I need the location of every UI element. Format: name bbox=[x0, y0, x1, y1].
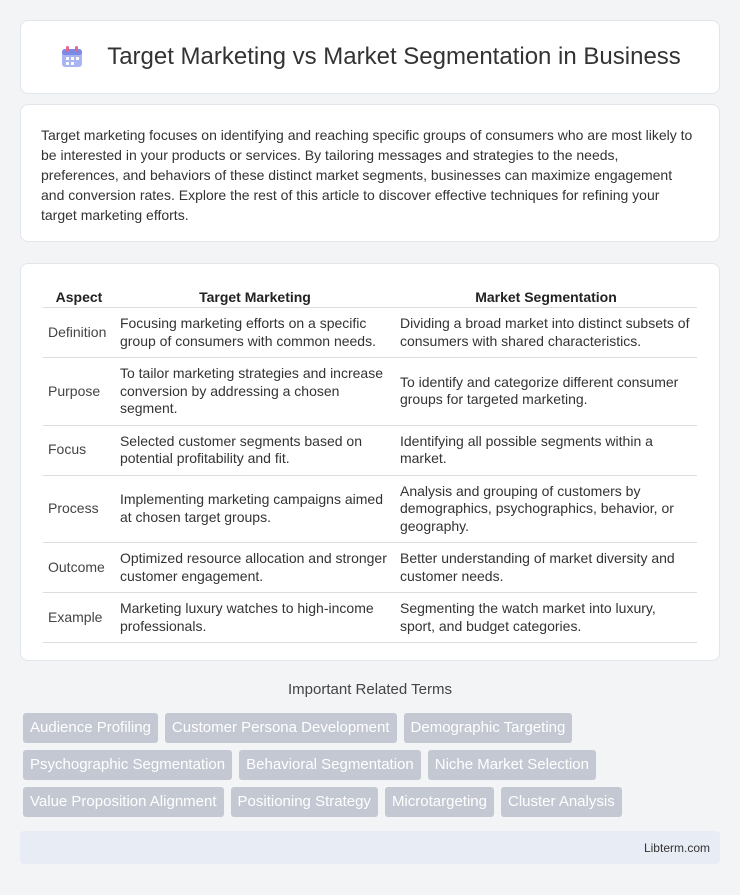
tag-microtargeting[interactable]: Microtargeting bbox=[385, 787, 494, 817]
tag-row bbox=[23, 713, 723, 743]
tag-audience-profiling[interactable]: Audience Profiling bbox=[23, 713, 158, 743]
aspect-cell: Example bbox=[43, 593, 115, 643]
table-row bbox=[43, 308, 697, 358]
table-row bbox=[43, 426, 697, 476]
market-segmentation-cell: Segmenting the watch market into luxury, sport, and budget categories. bbox=[395, 593, 697, 643]
tag-behavioral-segmentation[interactable]: Behavioral Segmentation bbox=[239, 750, 421, 780]
target-marketing-cell: Optimized resource allocation and stronger customer engagement. bbox=[115, 543, 395, 593]
tag-customer-persona-development[interactable]: Customer Persona Development bbox=[165, 713, 397, 743]
intro-card bbox=[20, 104, 720, 242]
calendar-icon bbox=[59, 44, 85, 70]
aspect-cell: Definition bbox=[43, 308, 115, 358]
tag-value-proposition-alignment[interactable]: Value Proposition Alignment bbox=[23, 787, 224, 817]
header-aspect: Aspect bbox=[43, 284, 115, 308]
target-marketing-cell: Implementing marketing campaigns aimed at chosen target groups. bbox=[115, 476, 395, 544]
tag-psychographic-segmentation[interactable]: Psychographic Segmentation bbox=[23, 750, 232, 780]
tag-niche-market-selection[interactable]: Niche Market Selection bbox=[428, 750, 596, 780]
target-marketing-cell: To tailor marketing strategies and increase conversion by addressing a chosen segment. bbox=[115, 358, 395, 426]
title-card bbox=[20, 20, 720, 94]
footer-site-link[interactable]: Libterm.com bbox=[643, 841, 710, 855]
market-segmentation-cell: To identify and categorize different consumer groups for targeted marketing. bbox=[395, 358, 697, 426]
comparison-table-card bbox=[20, 263, 720, 661]
header-target-marketing: Target Marketing bbox=[115, 284, 395, 308]
market-segmentation-cell: Dividing a broad market into distinct subsets of consumers with shared characteristics. bbox=[395, 308, 697, 358]
table-row bbox=[43, 543, 697, 593]
aspect-cell: Focus bbox=[43, 426, 115, 476]
page-title bbox=[59, 43, 681, 71]
table-header-row bbox=[43, 284, 697, 308]
table-row bbox=[43, 476, 697, 544]
aspect-cell: Purpose bbox=[43, 358, 115, 426]
market-segmentation-cell: Analysis and grouping of customers by demographics, psychographics, behavior, or geography. bbox=[395, 476, 697, 544]
table-row bbox=[43, 358, 697, 426]
target-marketing-cell: Focusing marketing efforts on a specific group of consumers with common needs. bbox=[115, 308, 395, 358]
intro-paragraph: Target marketing focuses on identifying and reaching specific groups of consumers who are most likely to be interested in your products or services. By tailoring messages and strategies to the needs, preferences, and behaviors of these distinct market segments, businesses can maximize engagement and conversion rates. Explore the rest of this article to discover effective techniques for refining your target marketing efforts. bbox=[41, 127, 693, 223]
tag-demographic-targeting[interactable]: Demographic Targeting bbox=[404, 713, 573, 743]
tag-row bbox=[23, 750, 723, 780]
target-marketing-cell: Selected customer segments based on potential profitability and fit. bbox=[115, 426, 395, 476]
target-marketing-cell: Marketing luxury watches to high-income professionals. bbox=[115, 593, 395, 643]
related-terms-list bbox=[23, 713, 723, 824]
aspect-cell: Process bbox=[43, 476, 115, 544]
header-market-segmentation: Market Segmentation bbox=[395, 284, 697, 308]
market-segmentation-cell: Identifying all possible segments within a market. bbox=[395, 426, 697, 476]
table-row bbox=[43, 593, 697, 643]
footer bbox=[20, 831, 720, 864]
aspect-cell: Outcome bbox=[43, 543, 115, 593]
page-title-text: Target Marketing vs Market Segmentation in Business bbox=[107, 43, 681, 70]
comparison-table bbox=[43, 284, 697, 643]
related-terms-heading: Important Related Terms bbox=[288, 681, 452, 698]
tag-row bbox=[23, 787, 723, 817]
tag-cluster-analysis[interactable]: Cluster Analysis bbox=[501, 787, 622, 817]
tag-positioning-strategy[interactable]: Positioning Strategy bbox=[231, 787, 378, 817]
market-segmentation-cell: Better understanding of market diversity and customer needs. bbox=[395, 543, 697, 593]
